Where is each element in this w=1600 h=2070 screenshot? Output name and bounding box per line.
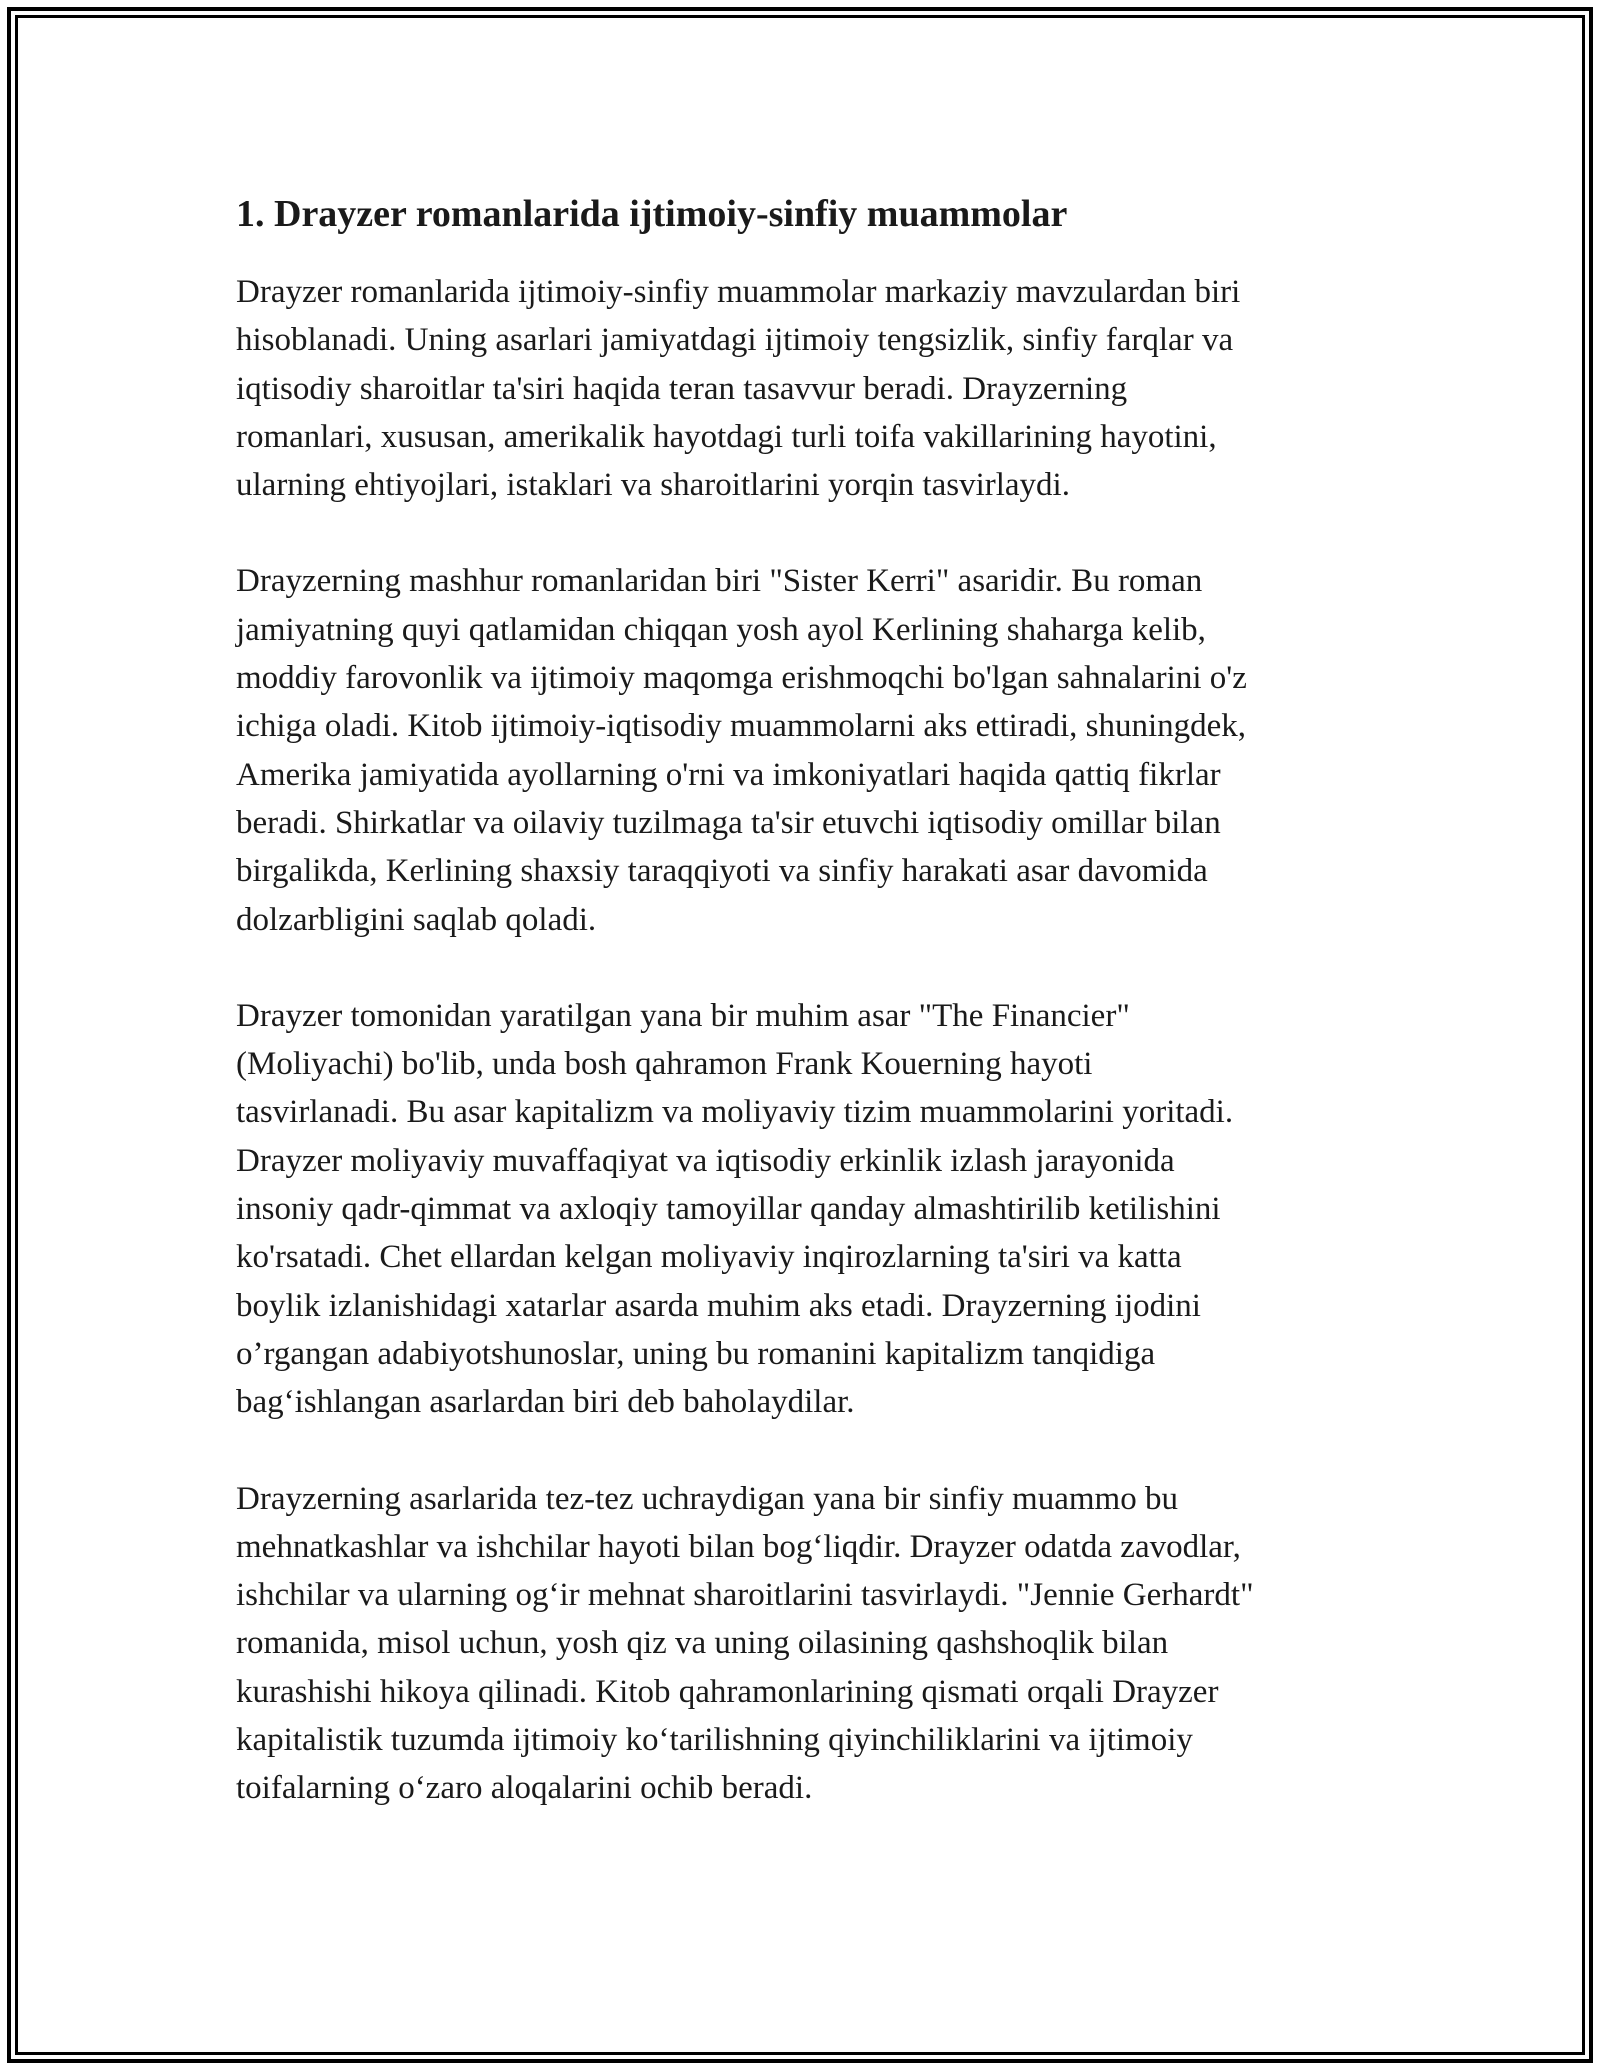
paragraph-jennie-gerhardt: Drayzerning asarlarida tez-tez uchraydigan yana bir sinfiy muammo bu mehnatkashlar va ishchilar hayoti bilan bog‘liqdir. Drayzer odatda zavodlar, ishchilar va ularning og‘ir mehnat sharoitlarini tasvirlaydi. "Jennie Gerhardt" romanida, misol uchun, yosh qiz va uning oilasining qashshoqlik bilan kurashishi hikoya qilinadi. Kitob qahramonlarining qismati orqali Drayzer kapitalistik tuzumda ijtimoiy ko‘tarilishning qiyinchiliklarini va ijtimoiy toifalarning o‘zaro aloqalarini ochib beradi. [236, 1480, 1254, 1807]
paragraph-financier: Drayzer tomonidan yaratilgan yana bir muhim asar "The Financier" (Moliyachi) bo'lib, unda bosh qahramon Frank Kouerning hayoti tasvirlanadi. Bu asar kapitalizm va moliyaviy tizim muammolarini yoritadi. Drayzer moliyaviy muvaffaqiyat va iqtisodiy erkinlik izlash jarayonida insoniy qadr-qimmat va axloqiy tamoyillar qanday almashtirilib ketilishini ko'rsatadi. Chet ellardan kelgan moliyaviy inqirozlarning ta'siri va katta boylik izlanishidagi xatarlar asarda muhim aks etadi. Drayzerning ijodini o’rgangan adabiyotshunoslar, uning bu romanini kapitalizm tanqidiga bag‘ishlangan asarlardan biri deb baholaydilar. [236, 997, 1234, 1421]
paragraph-sister-kerri: Drayzerning mashhur romanlaridan biri "Sister Kerri" asaridir. Bu roman jamiyatning quyi qatlamidan chiqqan yosh ayol Kerlining shaharga kelib, moddiy farovonlik va ijtimoiy maqomga erishmoqchi bo'lgan sahnalarini o'z ichiga oladi. Kitob ijtimoiy-iqtisodiy muammolarni aks ettiradi, shuningdek, Amerika jamiyatida ayollarning o'rni va imkoniyatlari haqida qattiq fikrlar beradi. Shirkatlar va oilaviy tuzilmaga ta'sir etuvchi iqtisodiy omillar bilan birgalikda, Kerlining shaxsiy taraqqiyoti va sinfiy harakati asar davomida dolzarbligini saqlab qoladi. [236, 563, 1247, 938]
section-heading: 1. Drayzer romanlarida ijtimoiy-sinfiy muammolar [236, 193, 1068, 235]
paragraph-intro: Drayzer romanlarida ijtimoiy-sinfiy muammolar markaziy mavzulardan biri hisoblanadi. Uning asarlari jamiyatdagi ijtimoiy tengsizlik, sinfiy farqlar va iqtisodiy sharoitlar ta'siri haqida teran tasavvur beradi. Drayzerning romanlari, xususan, amerikalik hayotdagi turli toifa vakillarining hayotini, ularning ehtiyojlari, istaklari va sharoitlarini yorqin tasvirlaydi. [236, 274, 1241, 504]
document-body [236, 186, 1376, 1861]
